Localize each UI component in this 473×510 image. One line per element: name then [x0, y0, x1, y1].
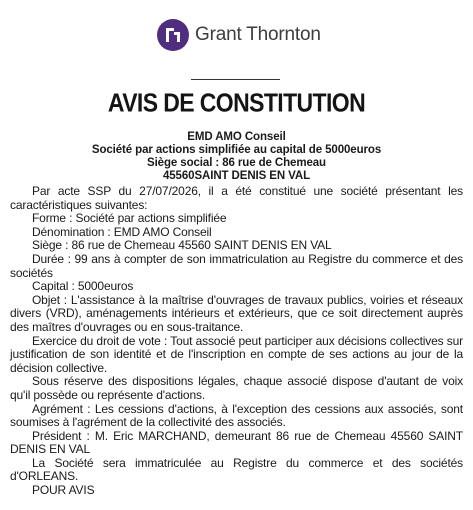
paragraph-voting-rights: Exercice du droit de vote : Tout associé peut participer aux décisions collectives sur justification de son identité et de l'inscription en compte de ses actions au jour de la décision collective. — [10, 333, 463, 375]
paragraph-capital: Capital : 5000euros — [32, 279, 134, 294]
company-name: EMD AMO Conseil — [187, 131, 286, 143]
paragraph-purpose: Objet : L'assistance à la maîtrise d'ouvrages de travaux publics, voiries et réseaux divers (VRD), aménagements intérieurs et extérieurs, que ce soit directement auprès des maîtres d'ouvrages ou en sous-traitance. — [10, 292, 463, 334]
notice-title: AVIS DE CONSTITUTION — [107, 88, 366, 118]
paragraph-sign-off: POUR AVIS — [32, 483, 95, 498]
paragraph-form: Forme : Société par actions simplifiée — [32, 211, 227, 226]
paragraph-approval: Agrément : Les cessions d'actions, à l'exception des cessions aux associés, sont soumises à l'agrément de la collectivité des associés. — [10, 401, 463, 430]
company-type-line: Société par actions simplifiée au capital de 5000euros — [91, 144, 382, 156]
brand-name: Grant Thornton — [195, 24, 321, 45]
title-divider — [191, 79, 280, 80]
grant-thornton-logo-icon — [157, 19, 189, 51]
paragraph-votes: Sous réserve des dispositions légales, chaque associé dispose d'autant de voix qu'il possède ou représente d'actions. — [10, 374, 463, 402]
paragraph-registration: La Société sera immatriculée au Registre du commerce et des sociétés d'ORLEANS. — [10, 455, 463, 484]
paragraph-seat: Siège : 86 rue de Chemeau 45560 SAINT DENIS EN VAL — [32, 238, 332, 253]
paragraph-deed: Par acte SSP du 27/07/2026, il a été constitué une société présentant les caractéristiques suivantes: — [10, 184, 463, 212]
brand-logo — [157, 18, 321, 52]
paragraph-duration: Durée : 99 ans à compter de son immatriculation au Registre du commerce et des sociétés — [10, 251, 463, 280]
head-office-line: Siège social : 86 rue de Chemeau — [147, 157, 326, 169]
paragraph-denomination: Dénomination : EMD AMO Conseil — [32, 224, 212, 239]
city-line: 45560SAINT DENIS EN VAL — [162, 170, 311, 182]
paragraph-president: Président : M. Eric MARCHAND, demeurant 86 rue de Chemeau 45560 SAINT DENIS EN VAL — [10, 428, 463, 457]
notice-body — [10, 185, 463, 498]
